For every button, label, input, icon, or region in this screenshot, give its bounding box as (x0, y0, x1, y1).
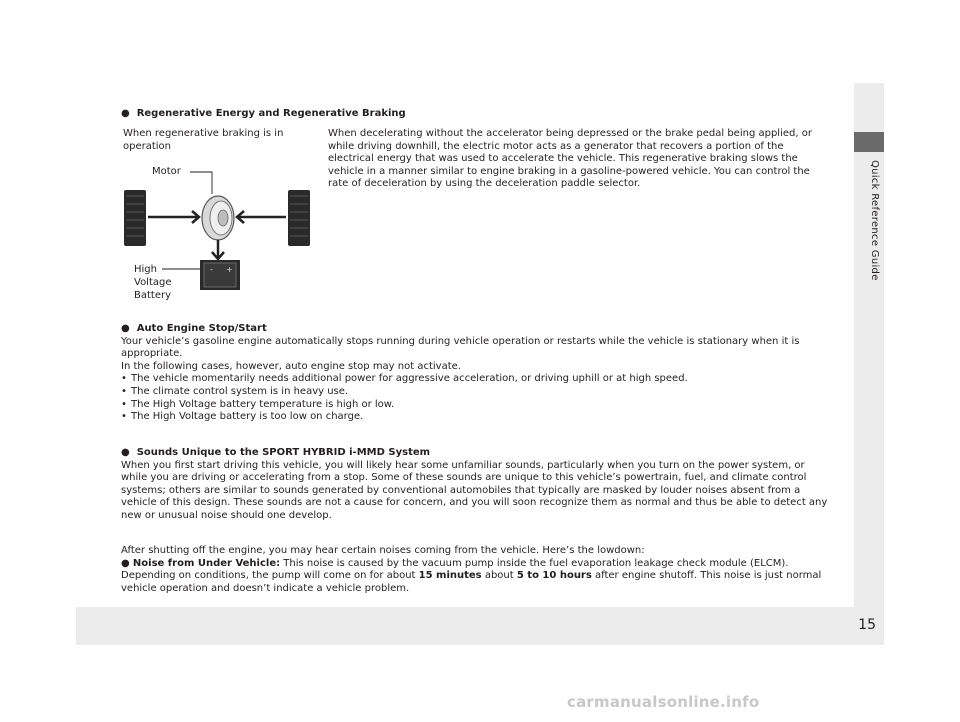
motor-icon (202, 196, 234, 240)
motor-label: Motor (152, 166, 181, 177)
side-title[interactable]: Quick Reference Guide (869, 160, 880, 281)
noise-paragraph (121, 558, 833, 596)
list-item: • The High Voltage battery temperature is high or low. (121, 399, 831, 412)
sounds-para-2: After shutting off the engine, you may hear certain noises coming from the vehicle. Here’s the lowdown: (121, 545, 645, 556)
noise-hours: 5 to 10 hours (516, 570, 592, 582)
noise-section (121, 545, 833, 595)
battery-label-line-3: Battery (134, 290, 172, 301)
side-tab-marker (854, 132, 884, 152)
auto-stop-bullet: ● (121, 323, 130, 334)
regen-caption: When regenerative braking is in operation (123, 128, 284, 152)
auto-stop-list (121, 373, 831, 423)
auto-stop-para-2: In the following cases, however, auto engine stop may not activate. (121, 360, 461, 372)
battery-icon (200, 260, 240, 290)
sounds-bullet: ● (121, 447, 130, 458)
battery-plus-label: + (226, 265, 233, 274)
battery-label-line-1: High (134, 264, 157, 275)
noise-text-4: after engine shutoff. This noise is just normal vehicle operation and doesn’t indicate a vehicle problem. (121, 570, 822, 594)
sounds-heading: Sounds Unique to the SPORT HYBRID i-MMD System (136, 447, 431, 458)
regen-bullet: ● (121, 108, 130, 119)
right-wheel-icon (288, 190, 310, 246)
noise-minutes: 15 minutes (418, 570, 482, 582)
auto-stop-heading: Auto Engine Stop/Start (136, 323, 267, 334)
sounds-heading-row (121, 447, 833, 460)
list-item: • The High Voltage battery is too low on charge. (121, 411, 831, 424)
arrow-down-icon (212, 240, 224, 259)
noise-text-3: about (481, 570, 517, 582)
sounds-section (121, 447, 833, 523)
noise-bullet: ● (121, 557, 130, 569)
page-number: 15 (858, 617, 876, 633)
battery-minus-label: - (210, 265, 213, 274)
noise-text-1: This noise is caused by the vacuum pump inside the fuel evaporation leakage check module (ELCM). (280, 557, 789, 569)
sounds-para-1: When you first start driving this vehicle, you will likely hear some unfamiliar sounds, particularly when you turn on the power system, or while you are driving or accelerating from a stop. Some of these sounds are unique to this vehicle’s powertrain, fuel, and climate control systems; others are similar to sounds generated by conventional automobiles that typically are masked by louder noises absent from a vehicle of this design. These sounds are not a cause for concern, and you will soon recognize them as normal and thus be able to detect any new or unusual noise should one develop. (121, 459, 828, 521)
regen-heading: Regenerative Energy and Regenerative Braking (136, 108, 406, 119)
page-footer-band (76, 607, 884, 645)
regen-heading-row (121, 108, 721, 121)
motor-leader-line (190, 172, 212, 194)
auto-stop-section (121, 323, 831, 424)
watermark: carmanualsonline.info (567, 693, 760, 711)
noise-text-2: Depending on conditions, the pump will come on for about (121, 570, 419, 582)
left-wheel-icon (124, 190, 146, 246)
regen-body: When decelerating without the accelerator being depressed or the brake pedal being applied, or while driving downhill, the electric motor acts as a generator that recovers a portion of the electrical energy that was used to accelerate the vehicle. This regenerative braking slows the vehicle in a manner similar to engine braking in a gasoline-powered vehicle. You can control the rate of deceleration by using the deceleration paddle selector. (328, 128, 812, 190)
list-item: • The vehicle momentarily needs additional power for aggressive acceleration, or driving uphill or at high speed. (121, 373, 831, 386)
auto-stop-heading-row (121, 323, 831, 336)
noise-heading: Noise from Under Vehicle: (132, 557, 281, 569)
list-item: • The climate control system is in heavy use. (121, 386, 831, 399)
arrow-left-icon (237, 211, 286, 223)
arrow-right-icon (148, 211, 199, 223)
battery-label-line-2: Voltage (134, 277, 172, 288)
auto-stop-para-1: Your vehicle’s gasoline engine automatically stops running during vehicle operation or restarts while the vehicle is stationary when it is appropriate. (121, 335, 800, 360)
